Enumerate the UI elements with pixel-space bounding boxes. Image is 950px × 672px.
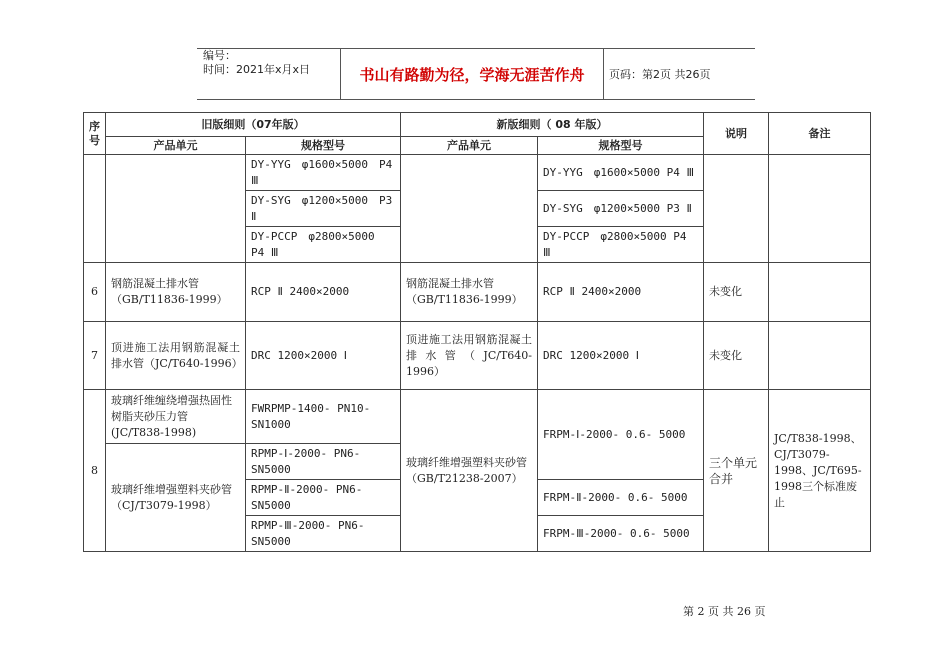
note-cell: 未变化	[704, 322, 769, 390]
table-header-row	[84, 113, 871, 137]
new-spec-cell: RCP Ⅱ 2400×2000	[538, 263, 704, 322]
old-product-cell: 玻璃纤维增强塑料夹砂管（CJ/T3079-1998）	[106, 444, 246, 552]
page-footer: 第 2 页 共 26 页	[683, 605, 766, 618]
remark-cell	[769, 263, 871, 322]
old-spec-cell: FWRPMP-1400- PN10-SN1000	[246, 390, 401, 444]
table-row	[84, 263, 871, 322]
header-page-label: 页码：第2页 共26页	[609, 68, 711, 81]
new-spec-cell: FRPM-Ⅰ-2000- 0.6- 5000	[538, 390, 704, 480]
new-product-cell: 钢筋混凝土排水管（GB/T11836-1999）	[401, 263, 538, 322]
new-product-cell: 顶进施工法用钢筋混凝土排水管（JC/T640-1996）	[401, 322, 538, 390]
new-spec-cell: DY-PCCP φ2800×5000 P4 Ⅲ	[538, 227, 704, 263]
old-spec-cell: DY-YYG φ1600×5000 P4 Ⅲ	[246, 155, 401, 191]
new-product-header: 产品单元	[401, 137, 538, 155]
new-spec-cell: DRC 1200×2000 Ⅰ	[538, 322, 704, 390]
old-spec-cell: RCP Ⅱ 2400×2000	[246, 263, 401, 322]
comparison-table	[83, 112, 871, 552]
header-slogan: 书山有路勤为径，学海无涯苦作舟	[340, 49, 604, 99]
old-product-cell: 玻璃纤维缠绕增强热固性树脂夹砂压力管(JC/T838-1998)	[106, 390, 246, 444]
page-header	[197, 48, 755, 100]
old-product-cell: 顶进施工法用钢筋混凝土排水管（JC/T640-1996）	[106, 322, 246, 390]
header-left	[197, 49, 340, 99]
new-spec-cell: DY-SYG φ1200×5000 P3 Ⅱ	[538, 191, 704, 227]
new-product-cell: 玻璃纤维增强塑料夹砂管（GB/T21238-2007）	[401, 390, 538, 552]
old-product-header: 产品单元	[106, 137, 246, 155]
note-cell: 未变化	[704, 263, 769, 322]
table-row	[84, 155, 871, 191]
new-spec-cell: DY-YYG φ1600×5000 P4 Ⅲ	[538, 155, 704, 191]
old-spec-cell: RPMP-Ⅰ-2000- PN6-SN5000	[246, 444, 401, 480]
new-spec-cell: FRPM-Ⅱ-2000- 0.6- 5000	[538, 480, 704, 516]
old-version-header: 旧版细则（07年版）	[106, 113, 401, 137]
seq-cell: 7	[84, 322, 106, 390]
remark-cell	[769, 322, 871, 390]
old-spec-cell: RPMP-Ⅲ-2000- PN6-SN5000	[246, 516, 401, 552]
col-seq-header: 序号	[84, 113, 106, 155]
new-spec-cell: FRPM-Ⅲ-2000- 0.6- 5000	[538, 516, 704, 552]
new-spec-header: 规格型号	[538, 137, 704, 155]
old-spec-cell: DY-SYG φ1200×5000 P3 Ⅱ	[246, 191, 401, 227]
col-note-header: 说明	[704, 113, 769, 155]
old-spec-cell: DY-PCCP φ2800×5000 P4 Ⅲ	[246, 227, 401, 263]
col-remark-header: 备注	[769, 113, 871, 155]
old-spec-header: 规格型号	[246, 137, 401, 155]
old-spec-cell: DRC 1200×2000 Ⅰ	[246, 322, 401, 390]
seq-cell: 8	[84, 390, 106, 552]
number-label: 编号：	[203, 49, 236, 62]
old-product-cell: 钢筋混凝土排水管（GB/T11836-1999）	[106, 263, 246, 322]
time-label: 时间：2021年x月x日	[203, 63, 311, 76]
note-cell: 三个单元合并	[704, 390, 769, 552]
table-row	[84, 390, 871, 444]
new-version-header: 新版细则（ 08 年版）	[401, 113, 704, 137]
remark-cell: JC/T838-1998、CJ/T3079-1998、JC/T695-1998三个标准废止	[769, 390, 871, 552]
table-row	[84, 322, 871, 390]
old-spec-cell: RPMP-Ⅱ-2000- PN6-SN5000	[246, 480, 401, 516]
seq-cell: 6	[84, 263, 106, 322]
